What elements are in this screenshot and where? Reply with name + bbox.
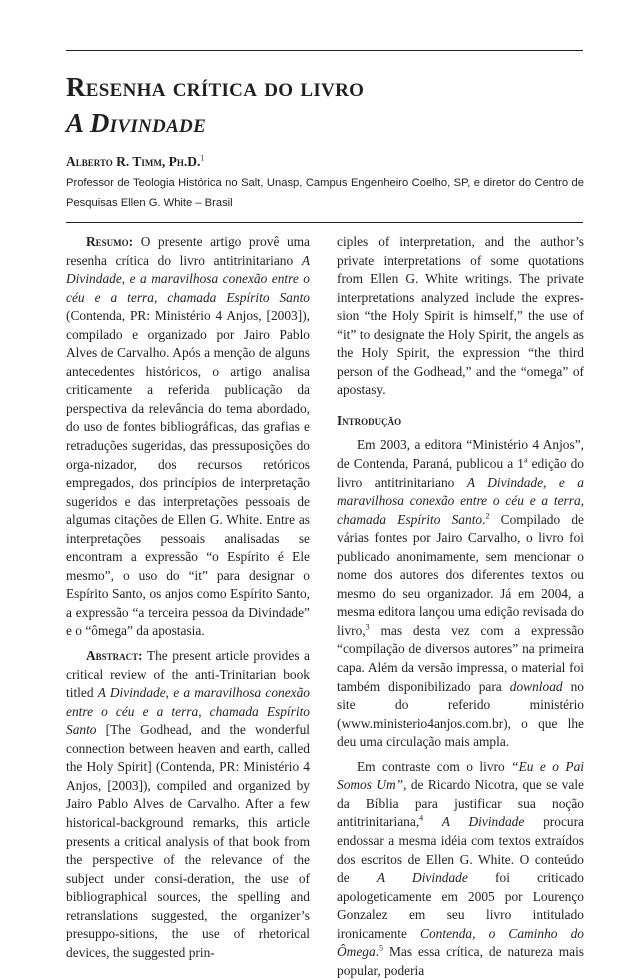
right-column [337, 233, 584, 980]
title-line-1: Resenha crítica do livro [66, 72, 365, 102]
author-footnote-marker: 1 [200, 153, 205, 163]
title-line-2: A Divindade [66, 108, 207, 138]
abstract-paragraph: Abstract: The present article provides a critical review of the anti-Trinitarian book titled A Divindade, e a maravilhosa conexão entre o céu e a terra, chamada Espírito Santo [The Godhead, and the wonderful connection between heaven and earth, called the Holy Spirit] (Contenda, PR: Ministério 4 Anjos, [2003]), compiled and organized by Jairo Pablo Alves de Carvalho. After a few historical-background remarks, this article presents a critical analysis of that book from the perspective of the relevance of the subject under consi-deration, the use of bibliographical sources, the spelling and retranslations suggested, the organizer’s presuppo-sitions, the use of rhetorical devices, the suggested prin- [66, 648, 310, 960]
top-rule [66, 50, 583, 51]
abstract-label: Abstract: [86, 648, 143, 664]
header-bottom-rule [66, 222, 583, 223]
author-affiliation: Professor de Teologia Histórica no Salt, Unasp, Campus Engenheiro Coelho, SP, e diretor do Centro de Pesquisas Ellen G. White – Brasil [66, 177, 584, 209]
resumo-label: Resumo: [86, 234, 134, 249]
intro-paragraph-1: Em 2003, a editora “Ministério 4 Anjos”, de Contenda, Paraná, publicou a 1$^a$ edição do livro antitrinitariano A Divindade, e a maravilhosa conexão entre o céu e a terra, chamada Espírito Santo.$^2$ Compilado de várias fontes por Jairo Carvalho, o livro foi publicado anonimamente, sem mencionar o nome dos autores dos diferentes textos ou mesmo do seu organizador. Já em 2004, a mesma editora lançou uma edição revisada do livro,$^3$ mas desta vez com a expressão “compilação de diversos autores” na primeira capa. Além da versão impressa, o material foi também disponibilizado para download no site do referido ministério (www.ministerio4anjos.com.br), o que lhe deu uma circulação mais ampla. [337, 437, 585, 750]
left-column [66, 233, 310, 962]
section-heading-introducao: Introdução [337, 412, 402, 428]
intro-paragraph-2: Em contraste com o livro “Eu e o Pai Somos Um”, de Ricardo Nicotra, que se vale da Bíblia para justificar sua noção antitrinitariana,$^4$ A Divindade procura endossar a mesma idéia com textos extraídos dos escritos de Ellen G. White. O conteúdo de A Divindade foi criticado apologeticamente em 2005 por Lourenço Gonzalez em seu livro intitulado ironicamente Contenda, o Caminho do Ômega.$^5$ Mas essa crítica, de natureza mais popular, poderia [337, 758, 585, 978]
author-name: Alberto R. Timm, Ph.D.$^1$ [66, 153, 205, 169]
resumo-paragraph: Resumo: O presente artigo provê uma resenha crítica do livro antitrinitariano A Divindade, e a maravilhosa conexão entre o céu e a terra, chamada Espírito Santo (Contenda, PR: Ministério 4 Anjos, [2003]), compilado e organizado por Jairo Pablo Alves de Carvalho. Após a menção de alguns antecedentes históricos, o artigo analisa criticamente a referida publicação da perspectiva da relevância do tema abordado, do uso de fontes bibliográficas, das grafias e retraduções sugeridas, das pressuposições do orga-nizador, dos recursos retóricos empregados, dos princípios de interpretação sugeridos e das interpretações pessoais de algumas citações de Ellen G. White. Entre as interpretações pessoais analisadas se encontram a expressão “o Espírito é Ele mesmo”, o uso do “it” para designar o Espírito Santo, os anjos como Espírito Santo, a expressão “a terceira pessoa da Divindade” e o “ômega” da apostasia. [66, 234, 310, 639]
abstract-continuation: ciples of interpretation, and the author’s private interpretations of some quotations from Ellen G. White writings. The private interpretations analyzed include the expres-sion “the Holy Spirit is himself,” the use of “it” to designate the Holy Spirit, the angels as the Holy Spirit, the expression “the third person of the Godhead,” and the “omega” of apostasy. [337, 234, 584, 398]
